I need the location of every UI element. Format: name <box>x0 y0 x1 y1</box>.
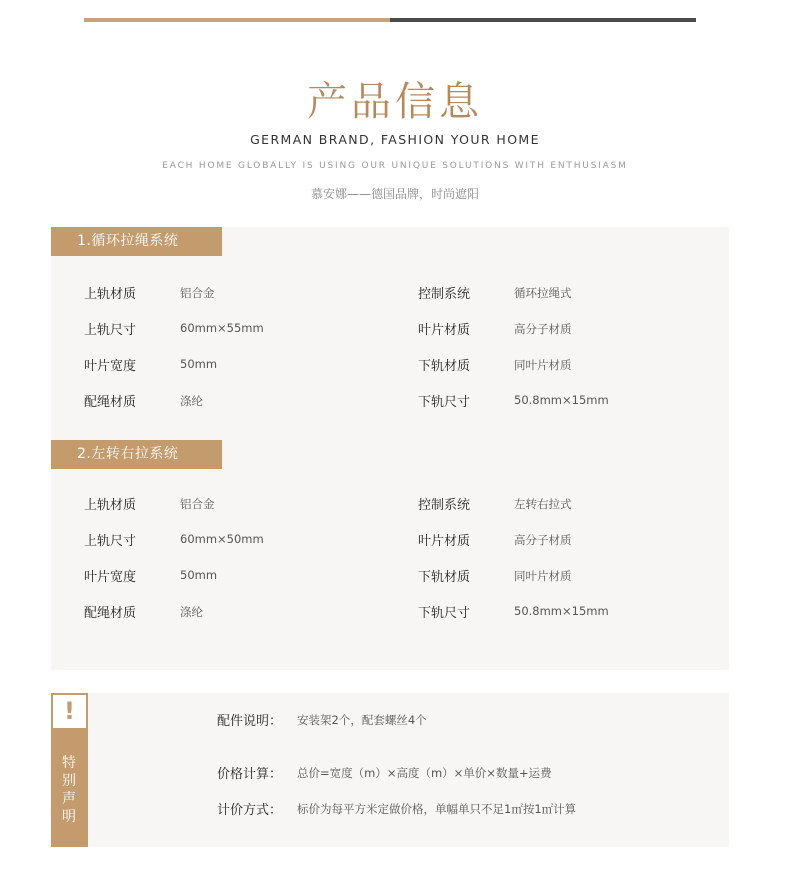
brand-tagline-en: EACH HOME GLOBALLY IS USING OUR UNIQUE SOLUTIONS WITH ENTHUSIASM <box>162 161 628 171</box>
notice-side-char: 别 <box>62 773 76 789</box>
top-divider-gold <box>84 18 390 22</box>
notice-side-char: 明 <box>62 809 76 825</box>
exclamation-icon: ! <box>53 695 86 728</box>
spec-value: 高分子材质 <box>514 322 572 336</box>
section-heading: 2.左转右拉系统 <box>51 440 222 469</box>
top-divider <box>84 18 696 22</box>
section-heading: 1.循环拉绳系统 <box>51 227 222 256</box>
spec-label: 上轨材质 <box>84 498 137 513</box>
spec-value: 循环拉绳式 <box>514 286 572 300</box>
spec-label: 下轨尺寸 <box>418 395 471 410</box>
top-divider-dark <box>390 18 696 22</box>
spec-label: 下轨材质 <box>418 570 471 585</box>
notice-value: 总价=宽度（m）×高度（m）×单价×数量+运费 <box>297 766 552 780</box>
spec-value: 涤纶 <box>180 394 203 408</box>
spec-value: 高分子材质 <box>514 533 572 547</box>
notice-value: 安装架2个，配套螺丝4个 <box>297 713 427 727</box>
spec-value: 50mm <box>180 357 218 371</box>
spec-label: 控制系统 <box>418 287 471 302</box>
spec-value: 50mm <box>180 568 218 582</box>
spec-label: 叶片宽度 <box>84 570 137 585</box>
spec-label: 叶片宽度 <box>84 359 137 374</box>
spec-value: 50.8mm×15mm <box>514 393 609 407</box>
spec-label: 叶片材质 <box>418 534 471 549</box>
spec-label: 下轨尺寸 <box>418 606 471 621</box>
notice-side-label <box>58 754 80 826</box>
spec-value: 铝合金 <box>180 286 215 300</box>
spec-label: 配绳材质 <box>84 606 137 621</box>
spec-value: 60mm×55mm <box>180 321 264 335</box>
spec-label: 下轨材质 <box>418 359 471 374</box>
spec-value: 同叶片材质 <box>514 358 572 372</box>
page-title: 产品信息 <box>307 79 483 125</box>
notice-label: 价格计算： <box>217 767 283 782</box>
spec-label: 上轨材质 <box>84 287 137 302</box>
spec-value: 涤纶 <box>180 605 203 619</box>
spec-label: 上轨尺寸 <box>84 534 137 549</box>
spec-label: 叶片材质 <box>418 323 471 338</box>
spec-label: 配绳材质 <box>84 395 137 410</box>
spec-value: 左转右拉式 <box>514 497 572 511</box>
spec-value: 50.8mm×15mm <box>514 604 609 618</box>
spec-value: 铝合金 <box>180 497 215 511</box>
notice-label: 配件说明： <box>217 714 283 729</box>
notice-label: 计价方式： <box>217 803 283 818</box>
brand-subtitle: GERMAN BRAND, FASHION YOUR HOME <box>250 132 540 147</box>
spec-value: 同叶片材质 <box>514 569 572 583</box>
spec-label: 控制系统 <box>418 498 471 513</box>
notice-value: 标价为每平方米定做价格，单幅单只不足1㎡按1㎡计算 <box>297 802 577 816</box>
notice-side-char: 特 <box>62 755 76 771</box>
brand-tagline-cn: 慕安娜——德国品牌，时尚遮阳 <box>310 187 479 201</box>
notice-side-char: 声 <box>62 791 76 807</box>
spec-label: 上轨尺寸 <box>84 323 137 338</box>
spec-value: 60mm×50mm <box>180 532 264 546</box>
